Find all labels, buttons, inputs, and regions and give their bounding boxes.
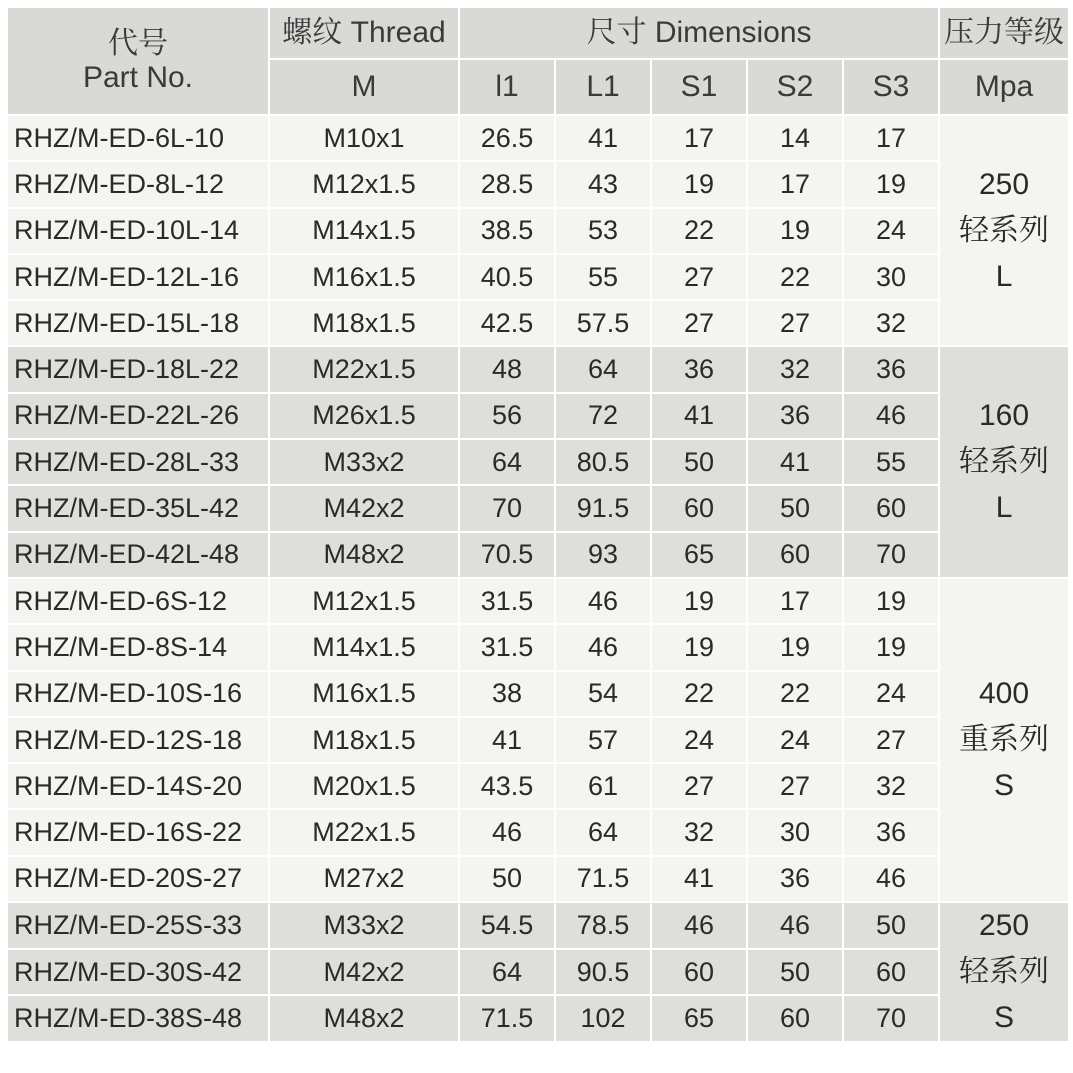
thread-cell: M12x1.5 [269, 578, 459, 624]
S3-cell: 70 [843, 532, 939, 578]
S3-cell: 27 [843, 717, 939, 763]
L1-cell: 64 [555, 346, 651, 392]
S3-cell: 19 [843, 624, 939, 670]
S1-cell: 27 [651, 254, 747, 300]
table-row [7, 671, 1069, 717]
table-row [7, 717, 1069, 763]
S2-cell: 17 [747, 161, 843, 207]
pressure-code: L [995, 491, 1013, 525]
table-row [7, 393, 1069, 439]
S2-cell: 46 [747, 902, 843, 949]
dim-col-S3: S3 [843, 59, 939, 115]
part-no-cell: RHZ/M-ED-12S-18 [7, 717, 269, 763]
part-no-header-cn: 代号 [108, 27, 168, 60]
thread-cell: M18x1.5 [269, 717, 459, 763]
table-row [7, 485, 1069, 531]
S1-cell: 19 [651, 161, 747, 207]
L1-cell: 80.5 [555, 439, 651, 485]
part-no-header-en: Part No. [82, 61, 194, 94]
table-row [7, 532, 1069, 578]
l1-cell: 31.5 [459, 578, 555, 624]
l1-cell: 38 [459, 671, 555, 717]
table-row [7, 995, 1069, 1042]
table-row [7, 346, 1069, 392]
pressure-code: L [995, 259, 1013, 293]
S3-cell: 55 [843, 439, 939, 485]
thread-cell: M33x2 [269, 439, 459, 485]
part-no-cell: RHZ/M-ED-20S-27 [7, 856, 269, 902]
pressure-series: 重系列 [959, 723, 1050, 756]
S2-cell: 24 [747, 717, 843, 763]
pressure-value: 400 [979, 677, 1030, 710]
S2-cell: 60 [747, 532, 843, 578]
table-row [7, 949, 1069, 996]
S2-cell: 41 [747, 439, 843, 485]
S1-cell: 17 [651, 115, 747, 161]
part-no-cell: RHZ/M-ED-25S-33 [7, 902, 269, 949]
L1-cell: 61 [555, 763, 651, 809]
S2-cell: 19 [747, 208, 843, 254]
part-no-cell: RHZ/M-ED-10S-16 [7, 671, 269, 717]
part-no-cell: RHZ/M-ED-12L-16 [7, 254, 269, 300]
l1-cell: 40.5 [459, 254, 555, 300]
thread-cell: M22x1.5 [269, 809, 459, 855]
S2-cell: 22 [747, 671, 843, 717]
S2-cell: 19 [747, 624, 843, 670]
S1-cell: 32 [651, 809, 747, 855]
S2-cell: 60 [747, 995, 843, 1042]
thread-cell: M42x2 [269, 949, 459, 996]
S2-cell: 22 [747, 254, 843, 300]
S3-cell: 46 [843, 856, 939, 902]
l1-cell: 70 [459, 485, 555, 531]
thread-cell: M42x2 [269, 485, 459, 531]
S2-cell: 50 [747, 485, 843, 531]
S3-cell: 60 [843, 485, 939, 531]
S1-cell: 41 [651, 856, 747, 902]
thread-cell: M14x1.5 [269, 208, 459, 254]
thread-cell: M16x1.5 [269, 671, 459, 717]
L1-cell: 72 [555, 393, 651, 439]
table-row [7, 902, 1069, 949]
table-row [7, 300, 1069, 346]
l1-cell: 54.5 [459, 902, 555, 949]
L1-cell: 54 [555, 671, 651, 717]
thread-cell: M27x2 [269, 856, 459, 902]
S1-cell: 27 [651, 763, 747, 809]
S1-cell: 65 [651, 995, 747, 1042]
part-no-cell: RHZ/M-ED-38S-48 [7, 995, 269, 1042]
S3-cell: 19 [843, 578, 939, 624]
L1-cell: 90.5 [555, 949, 651, 996]
S3-cell: 30 [843, 254, 939, 300]
thread-cell: M22x1.5 [269, 346, 459, 392]
pressure-value: 250 [979, 167, 1030, 201]
l1-cell: 71.5 [459, 995, 555, 1042]
L1-cell: 46 [555, 578, 651, 624]
S3-cell: 70 [843, 995, 939, 1042]
table-body [7, 115, 1069, 1042]
dim-col-S1: S1 [651, 59, 747, 115]
S3-cell: 24 [843, 208, 939, 254]
S2-cell: 36 [747, 856, 843, 902]
part-no-cell: RHZ/M-ED-8L-12 [7, 161, 269, 207]
L1-cell: 55 [555, 254, 651, 300]
S1-cell: 60 [651, 485, 747, 531]
L1-cell: 41 [555, 115, 651, 161]
L1-cell: 71.5 [555, 856, 651, 902]
S3-cell: 17 [843, 115, 939, 161]
pressure-code: S [994, 1001, 1015, 1035]
table-row [7, 624, 1069, 670]
thread-cell: M33x2 [269, 902, 459, 949]
part-no-cell: RHZ/M-ED-10L-14 [7, 208, 269, 254]
part-no-cell: RHZ/M-ED-16S-22 [7, 809, 269, 855]
table-row [7, 115, 1069, 161]
table-row [7, 208, 1069, 254]
L1-cell: 53 [555, 208, 651, 254]
l1-cell: 50 [459, 856, 555, 902]
part-no-cell: RHZ/M-ED-6L-10 [7, 115, 269, 161]
part-no-cell: RHZ/M-ED-30S-42 [7, 949, 269, 996]
l1-cell: 64 [459, 439, 555, 485]
dim-col-l1: l1 [459, 59, 555, 115]
part-no-cell: RHZ/M-ED-8S-14 [7, 624, 269, 670]
S2-cell: 27 [747, 763, 843, 809]
L1-cell: 43 [555, 161, 651, 207]
table-row [7, 763, 1069, 809]
pressure-value: 250 [979, 909, 1030, 943]
l1-cell: 64 [459, 949, 555, 996]
thread-cell: M18x1.5 [269, 300, 459, 346]
S2-cell: 17 [747, 578, 843, 624]
S2-cell: 27 [747, 300, 843, 346]
dim-col-L1: L1 [555, 59, 651, 115]
L1-cell: 102 [555, 995, 651, 1042]
l1-cell: 48 [459, 346, 555, 392]
thread-cell: M14x1.5 [269, 624, 459, 670]
pressure-series: 轻系列 [959, 955, 1050, 989]
l1-cell: 38.5 [459, 208, 555, 254]
S1-cell: 22 [651, 671, 747, 717]
S3-cell: 32 [843, 300, 939, 346]
part-no-cell: RHZ/M-ED-6S-12 [7, 578, 269, 624]
L1-cell: 91.5 [555, 485, 651, 531]
thread-cell: M48x2 [269, 995, 459, 1042]
pressure-unit-header: Mpa [939, 59, 1069, 115]
S1-cell: 41 [651, 393, 747, 439]
S3-cell: 19 [843, 161, 939, 207]
S2-cell: 32 [747, 346, 843, 392]
S1-cell: 24 [651, 717, 747, 763]
l1-cell: 41 [459, 717, 555, 763]
table-row [7, 809, 1069, 855]
thread-cell: M26x1.5 [269, 393, 459, 439]
pressure-value: 160 [979, 399, 1030, 433]
thread-header: 螺纹 Thread [269, 7, 459, 59]
part-no-cell: RHZ/M-ED-14S-20 [7, 763, 269, 809]
S3-cell: 32 [843, 763, 939, 809]
l1-cell: 70.5 [459, 532, 555, 578]
l1-cell: 26.5 [459, 115, 555, 161]
thread-subheader: M [269, 59, 459, 115]
S1-cell: 19 [651, 624, 747, 670]
part-no-header [7, 7, 269, 115]
L1-cell: 78.5 [555, 902, 651, 949]
S1-cell: 60 [651, 949, 747, 996]
l1-cell: 28.5 [459, 161, 555, 207]
l1-cell: 46 [459, 809, 555, 855]
S1-cell: 36 [651, 346, 747, 392]
S3-cell: 50 [843, 902, 939, 949]
S2-cell: 30 [747, 809, 843, 855]
pressure-series: 轻系列 [959, 445, 1050, 479]
S1-cell: 65 [651, 532, 747, 578]
part-no-cell: RHZ/M-ED-22L-26 [7, 393, 269, 439]
S1-cell: 19 [651, 578, 747, 624]
S3-cell: 24 [843, 671, 939, 717]
S3-cell: 60 [843, 949, 939, 996]
part-no-cell: RHZ/M-ED-35L-42 [7, 485, 269, 531]
part-no-cell: RHZ/M-ED-15L-18 [7, 300, 269, 346]
dim-col-S2: S2 [747, 59, 843, 115]
pressure-group-cell [939, 902, 1069, 1042]
S3-cell: 46 [843, 393, 939, 439]
S3-cell: 36 [843, 809, 939, 855]
thread-cell: M16x1.5 [269, 254, 459, 300]
S1-cell: 22 [651, 208, 747, 254]
S1-cell: 27 [651, 300, 747, 346]
L1-cell: 57.5 [555, 300, 651, 346]
table-row [7, 254, 1069, 300]
S2-cell: 36 [747, 393, 843, 439]
l1-cell: 43.5 [459, 763, 555, 809]
l1-cell: 56 [459, 393, 555, 439]
l1-cell: 42.5 [459, 300, 555, 346]
pressure-group-cell [939, 346, 1069, 577]
table-row [7, 161, 1069, 207]
L1-cell: 93 [555, 532, 651, 578]
thread-cell: M48x2 [269, 532, 459, 578]
S2-cell: 14 [747, 115, 843, 161]
pressure-header: 压力等级 [939, 7, 1069, 59]
L1-cell: 57 [555, 717, 651, 763]
part-no-cell: RHZ/M-ED-28L-33 [7, 439, 269, 485]
S2-cell: 50 [747, 949, 843, 996]
spec-table [6, 6, 1070, 1043]
pressure-code: S [994, 769, 1015, 802]
S1-cell: 50 [651, 439, 747, 485]
L1-cell: 46 [555, 624, 651, 670]
table-row [7, 856, 1069, 902]
part-no-cell: RHZ/M-ED-42L-48 [7, 532, 269, 578]
part-no-cell: RHZ/M-ED-18L-22 [7, 346, 269, 392]
thread-cell: M10x1 [269, 115, 459, 161]
S1-cell: 46 [651, 902, 747, 949]
l1-cell: 31.5 [459, 624, 555, 670]
thread-cell: M20x1.5 [269, 763, 459, 809]
L1-cell: 64 [555, 809, 651, 855]
pressure-group-cell [939, 115, 1069, 346]
dimensions-header: 尺寸 Dimensions [459, 7, 939, 59]
S3-cell: 36 [843, 346, 939, 392]
pressure-series: 轻系列 [959, 213, 1050, 247]
table-row [7, 439, 1069, 485]
pressure-group-cell [939, 578, 1069, 902]
thread-cell: M12x1.5 [269, 161, 459, 207]
table-header [7, 7, 1069, 115]
table-row [7, 578, 1069, 624]
